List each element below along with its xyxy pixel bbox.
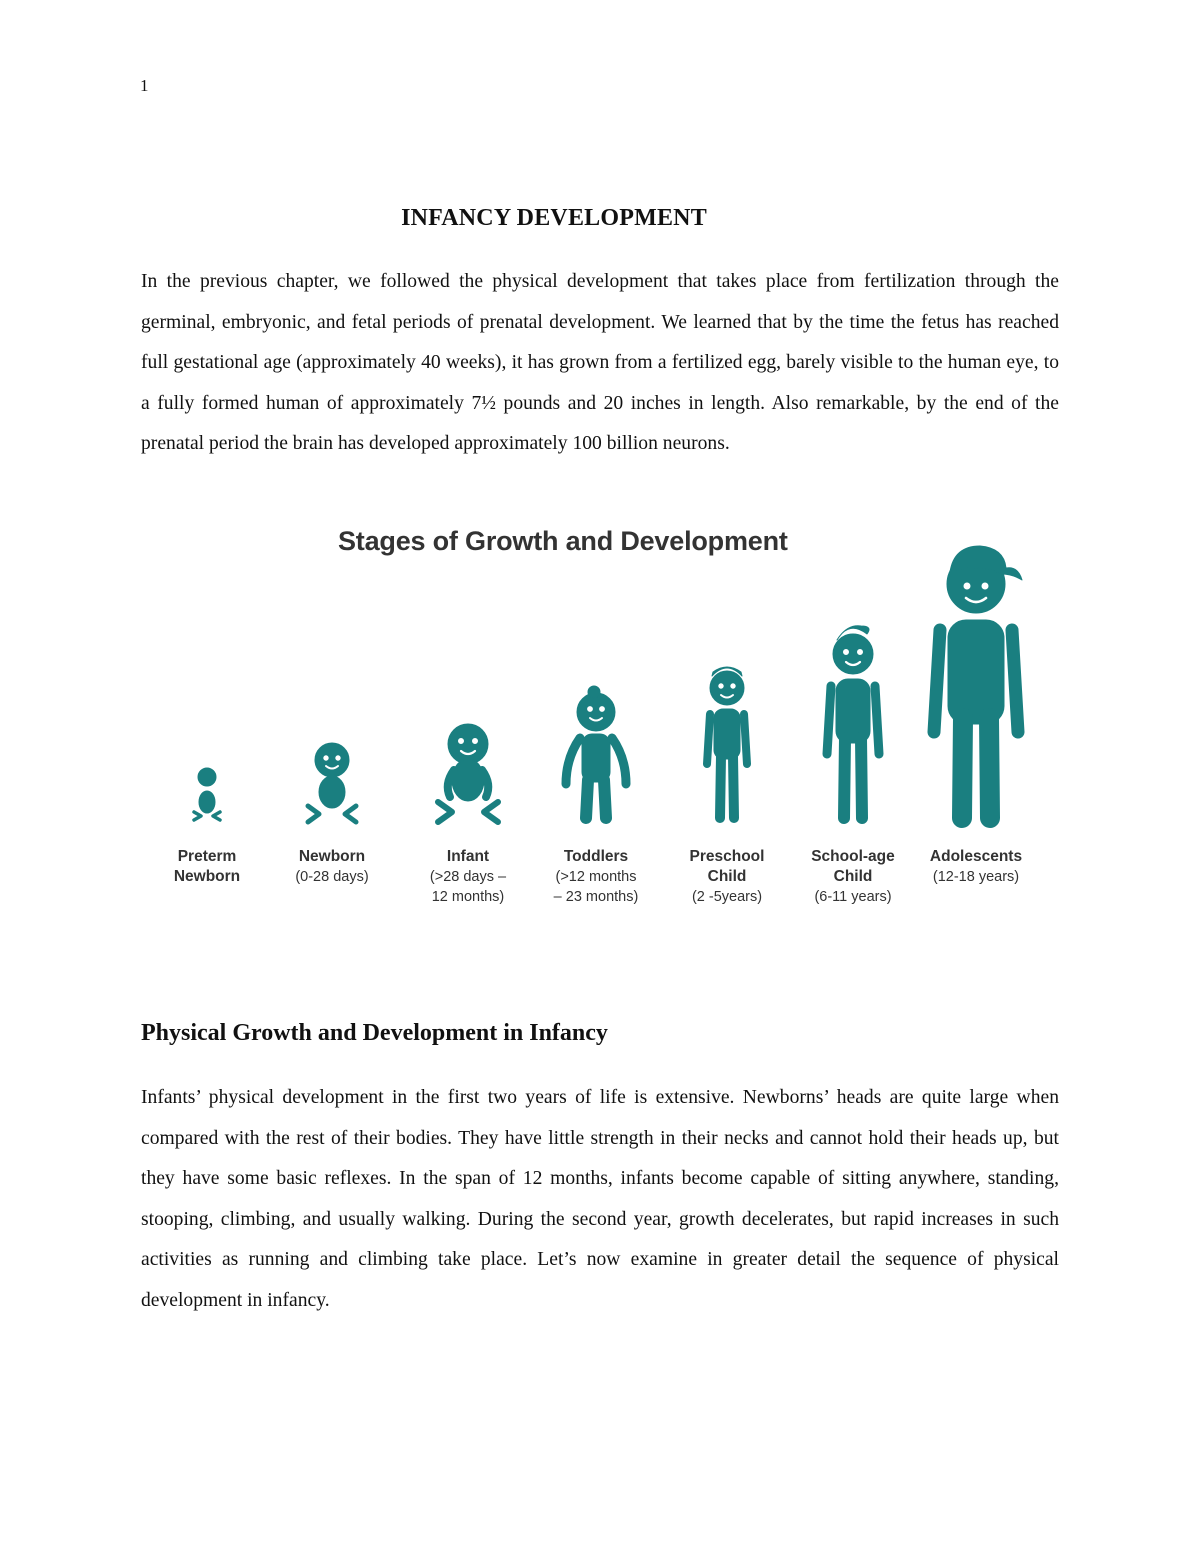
stage-label [911,847,1041,887]
stage-age: (2 -5years) [691,889,763,905]
section-heading: Physical Growth and Development in Infancy [141,1020,608,1046]
adolescent-icon [976,522,977,523]
stage-age: (6-11 years) [814,889,892,905]
stage-label [662,847,792,907]
stage-age: (0-28 days) [295,869,369,885]
stage-name: Adolescents [929,848,1023,865]
stage-name: School-age Child [811,848,895,885]
stage-label [788,847,918,907]
section-paragraph: Infants’ physical development in the first two years of life is extensive. Newborns’ heads are quite large when compared with the rest of their bodies. They have little strength in their necks and cannot hold their heads up, but they have some basic reflexes. In the span of 12 months, infants become capable of sitting anywhere, standing, stooping, climbing, and usually walking. During the second year, growth decelerates, but rapid increases in such activities as running and climbing take place. Let’s now examine in greater detail the sequence of physical development in infancy. [141,1087,1059,1311]
stage-name: Preschool Child [689,848,765,885]
intro-paragraph: In the previous chapter, we followed the physical development that takes place from fertilization through the germinal, embryonic, and fetal periods of prenatal development. We learned that by the time the fetus has reached full gestational age (approximately 40 weeks), it has grown from a fertilized egg, barely visible to the human eye, to a fully formed human of approximately 7½ pounds and 20 inches in length. Also remarkable, by the end of the prenatal period the brain has developed approximately 100 billion neurons. [141,271,1059,455]
toddler-icon [596,522,597,523]
preterm-newborn-icon [207,522,208,523]
stage-name: Newborn [298,848,366,865]
stage-name: Toddlers [563,848,629,865]
growth-stages-figure [140,522,1070,922]
stage-label [403,847,533,907]
stage-age: (12-18 years) [932,869,1020,885]
newborn-icon [332,522,333,523]
stage-name: Preterm Newborn [173,848,241,885]
school-age-child-icon [853,522,854,523]
preschool-child-icon [727,522,728,523]
stage-label [267,847,397,887]
stage-label [142,847,272,887]
stage-age: (>12 months – 23 months) [553,869,639,905]
page-number: 1 [140,76,149,95]
document-title: INFANCY DEVELOPMENT [401,205,707,231]
stage-age: (>28 days – 12 months) [429,869,507,905]
stage-name: Infant [446,848,490,865]
figure-title: Stages of Growth and Development [338,526,788,556]
infant-icon [468,522,469,523]
stage-label [531,847,661,907]
